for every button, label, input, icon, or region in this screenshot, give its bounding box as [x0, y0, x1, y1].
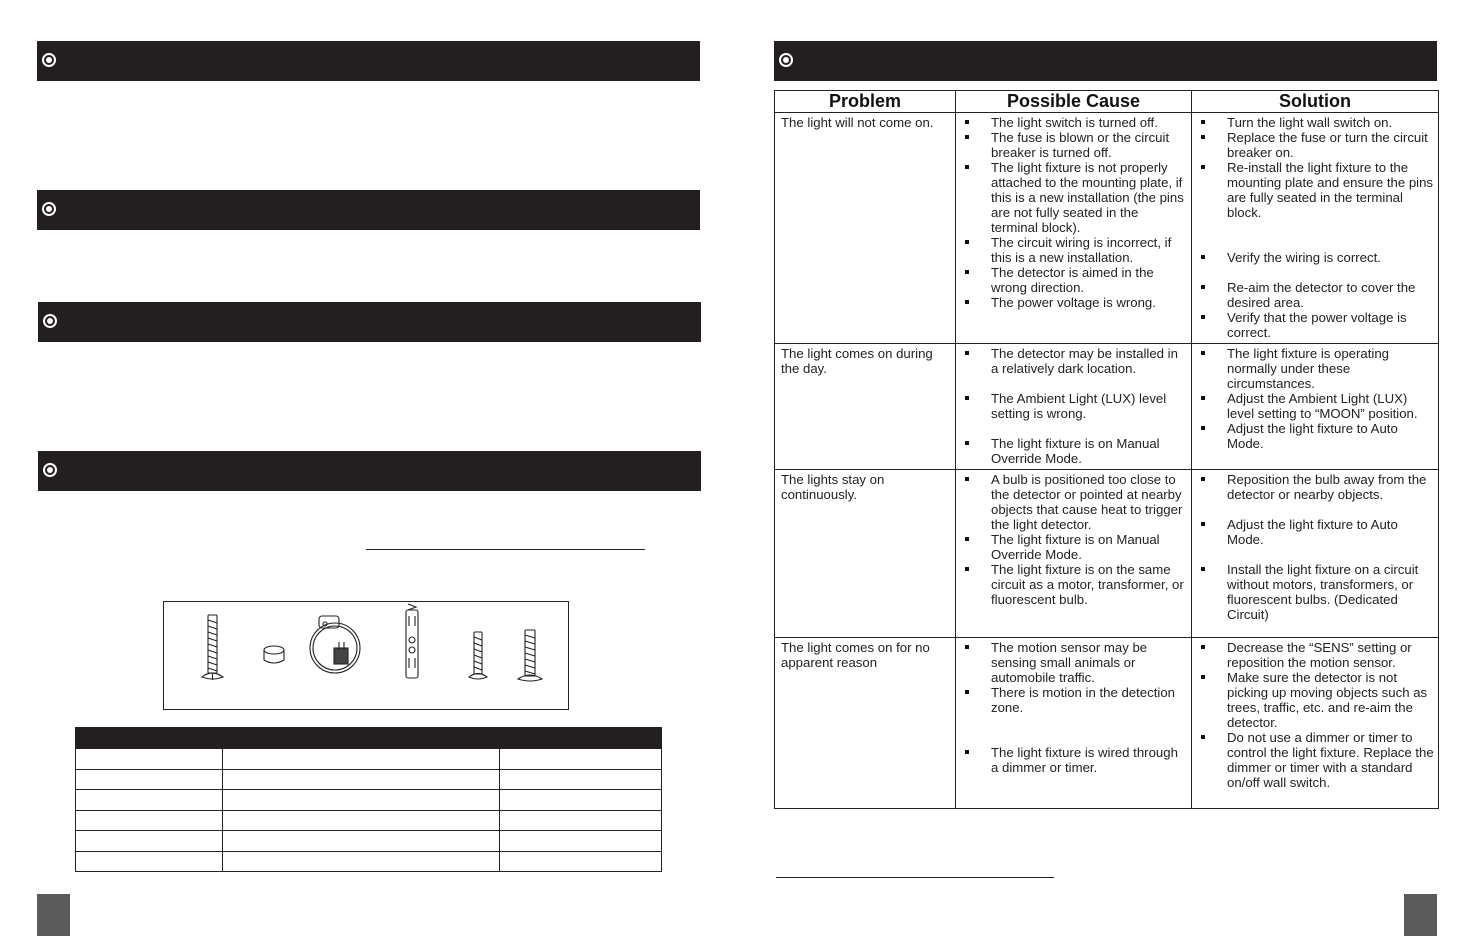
cause-item: The light fixture is wired through a dimmer or timer.	[962, 745, 1187, 775]
solution-cell	[1192, 470, 1439, 638]
long-screw-icon	[202, 615, 223, 680]
cause-item: There is motion in the detection zone.	[962, 685, 1187, 715]
bullet-circle-icon	[42, 53, 56, 67]
table-row	[775, 470, 1439, 638]
table-row	[775, 113, 1439, 344]
solution-header: Solution	[1192, 91, 1439, 113]
table-row	[775, 344, 1439, 470]
table-row	[76, 831, 662, 852]
cause-item: The circuit wiring is incorrect, if this is a new installation.	[962, 235, 1187, 265]
cause-cell	[956, 113, 1192, 344]
troubleshooting-table	[774, 90, 1439, 809]
section-header-bar-4	[38, 451, 701, 491]
troubleshooting-header-row	[775, 91, 1439, 113]
underline-rule	[366, 549, 645, 550]
mounting-plate-icon	[310, 616, 360, 673]
cause-item: The light fixture is not properly attached to the mounting plate, if this is a new installation (the pins are not fully seated in the terminal block).	[962, 160, 1187, 235]
problem-cell: The lights stay on continuously.	[775, 470, 956, 638]
rubber-plug-icon	[264, 646, 284, 663]
solution-item: Turn the light wall switch on.	[1198, 115, 1434, 130]
cause-item: The detector may be installed in a relatively dark location.	[962, 346, 1187, 376]
table-row	[76, 790, 662, 811]
cause-header: Possible Cause	[956, 91, 1192, 113]
solution-item: Replace the fuse or turn the circuit breaker on.	[1198, 130, 1434, 160]
mounting-strap-icon	[406, 604, 418, 678]
bullet-circle-icon	[779, 53, 793, 67]
solution-item: Decrease the “SENS” setting or reposition the motion sensor.	[1198, 640, 1434, 670]
cause-item: The light switch is turned off.	[962, 115, 1187, 130]
solution-cell	[1192, 638, 1439, 809]
solution-item: Reposition the bulb away from the detector or nearby objects.	[1198, 472, 1434, 502]
cause-item: The light fixture is on Manual Override Mode.	[962, 436, 1187, 466]
hardware-parts-illustration	[163, 601, 569, 710]
cause-item: The Ambient Light (LUX) level setting is wrong.	[962, 391, 1187, 421]
table-row	[76, 749, 662, 770]
bullet-circle-icon	[43, 314, 57, 328]
solution-cell	[1192, 113, 1439, 344]
table-row	[76, 810, 662, 831]
bullet-circle-icon	[42, 202, 56, 216]
solution-item: Adjust the Ambient Light (LUX) level setting to “MOON” position.	[1198, 391, 1434, 421]
troubleshooting-header-bar	[774, 41, 1437, 81]
bullet-circle-icon	[43, 463, 57, 477]
cause-cell	[956, 638, 1192, 809]
parts-table-header-row	[76, 728, 662, 749]
cause-cell	[956, 470, 1192, 638]
cause-item: The fuse is blown or the circuit breaker is turned off.	[962, 130, 1187, 160]
cause-item: The motion sensor may be sensing small animals or automobile traffic.	[962, 640, 1187, 685]
cause-item: The power voltage is wrong.	[962, 295, 1187, 310]
solution-item: Verify the wiring is correct.	[1198, 250, 1434, 265]
solution-item: Re-install the light fixture to the mounting plate and ensure the pins are fully seated in the terminal block.	[1198, 160, 1434, 220]
problem-cell: The light comes on for no apparent reason	[775, 638, 956, 809]
footnote-rule	[776, 877, 1054, 878]
table-row	[76, 851, 662, 872]
section-header-bar-1	[37, 41, 700, 81]
cause-cell	[956, 344, 1192, 470]
solution-item: Adjust the light fixture to Auto Mode.	[1198, 421, 1434, 451]
problem-cell: The light comes on during the day.	[775, 344, 956, 470]
short-screw-icon	[469, 632, 487, 679]
page-number-tab-right	[1404, 894, 1437, 936]
cause-item: The light fixture is on the same circuit as a motor, transformer, or fluorescent bulb.	[962, 562, 1187, 607]
problem-cell: The light will not come on.	[775, 113, 956, 344]
table-row	[775, 638, 1439, 809]
problem-header: Problem	[775, 91, 956, 113]
parts-list-table	[75, 727, 662, 872]
section-header-bar-2	[37, 190, 700, 230]
solution-item: Re-aim the detector to cover the desired area.	[1198, 280, 1434, 310]
solution-item: Verify that the power voltage is correct.	[1198, 310, 1434, 340]
solution-item: Adjust the light fixture to Auto Mode.	[1198, 517, 1434, 547]
cause-item: The light fixture is on Manual Override Mode.	[962, 532, 1187, 562]
page-number-tab-left	[37, 894, 70, 936]
solution-item: Do not use a dimmer or timer to control the light fixture. Replace the dimmer or timer with a standard on/off wall switch.	[1198, 730, 1434, 790]
solution-item: Install the light fixture on a circuit without motors, transformers, or fluorescent bulbs. (Dedicated Circuit)	[1198, 562, 1434, 622]
hardware-parts-drawing	[164, 602, 568, 709]
solution-item: The light fixture is operating normally under these circumstances.	[1198, 346, 1434, 391]
cause-item: A bulb is positioned too close to the detector or pointed at nearby objects that cause heat to trigger the light detector.	[962, 472, 1187, 532]
solution-cell	[1192, 344, 1439, 470]
solution-item: Make sure the detector is not picking up moving objects such as trees, traffic, etc. and re-aim the detector.	[1198, 670, 1434, 730]
medium-screw-icon	[518, 630, 542, 681]
table-row	[76, 769, 662, 790]
cause-item: The detector is aimed in the wrong direction.	[962, 265, 1187, 295]
section-header-bar-3	[38, 302, 701, 342]
